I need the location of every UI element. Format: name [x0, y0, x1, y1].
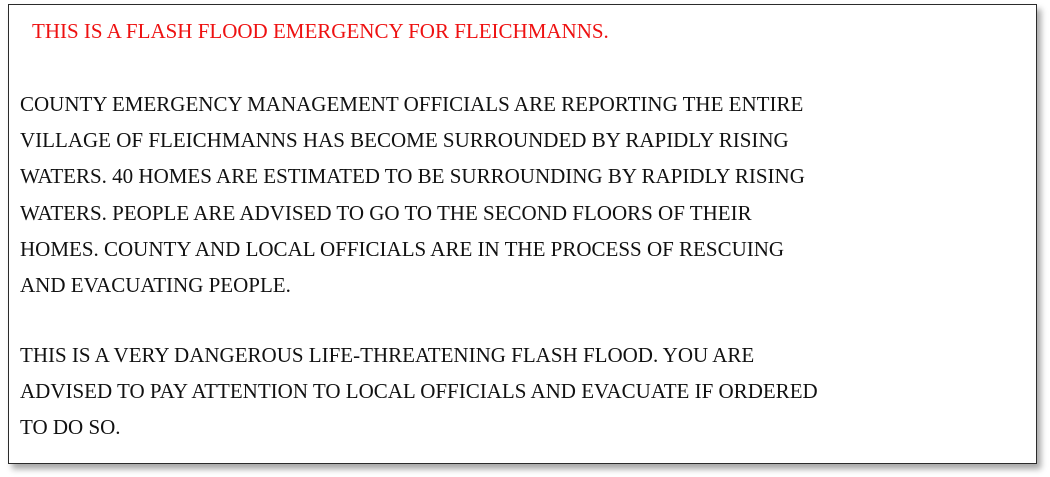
emergency-headline: THIS IS A FLASH FLOOD EMERGENCY FOR FLEICHMANNS. [32, 19, 609, 43]
official-report-paragraph: COUNTY EMERGENCY MANAGEMENT OFFICIALS ARE REPORTING THE ENTIRE VILLAGE OF FLEICHMANNS HAS BECOME SURROUNDED BY RAPIDLY RISING WATERS. 40 HOMES ARE ESTIMATED TO BE SURROUNDING BY RAPIDLY RISING WATERS. PEOPLE ARE ADVISED TO GO TO THE SECOND FLOORS OF THEIR HOMES. COUNTY AND LOCAL OFFICIALS ARE IN THE PROCESS OF RESCUING AND EVACUATING PEOPLE. [20, 92, 805, 298]
flash-flood-notice-box [8, 4, 1037, 464]
safety-advice-paragraph: THIS IS A VERY DANGEROUS LIFE-THREATENING FLASH FLOOD. YOU ARE ADVISED TO PAY ATTENTION TO LOCAL OFFICIALS AND EVACUATE IF ORDERED TO DO SO. [20, 343, 818, 440]
